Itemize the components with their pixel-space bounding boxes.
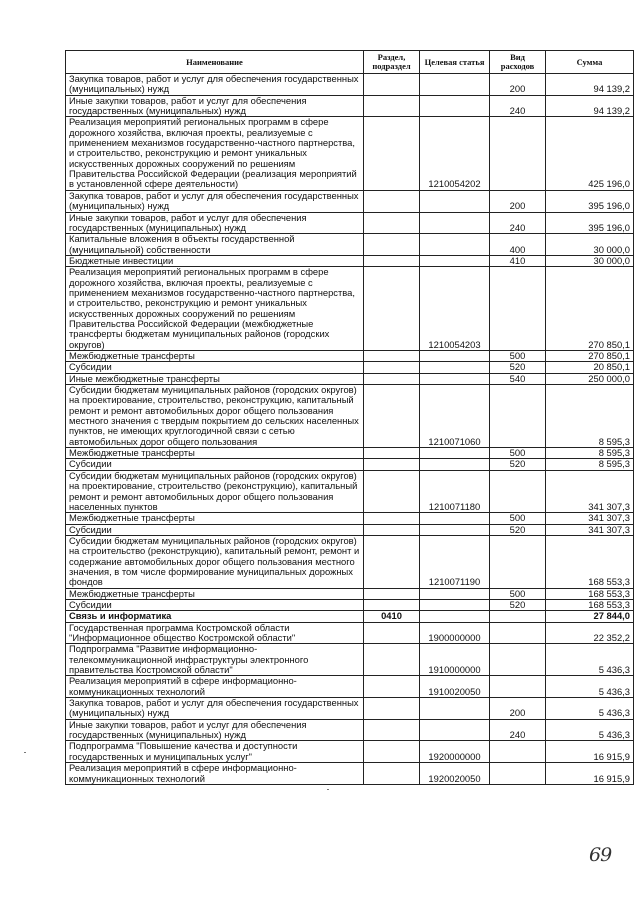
row-name: Субсидии <box>66 459 364 470</box>
row-target <box>420 190 490 212</box>
row-name: Иные межбюджетные трансферты <box>66 373 364 384</box>
row-target <box>420 513 490 524</box>
row-section <box>364 622 420 644</box>
row-section <box>364 448 420 459</box>
table-row <box>66 611 634 622</box>
row-name: Реализация мероприятий в сфере информационно-коммуникационных технологий <box>66 763 364 785</box>
row-section <box>364 74 420 96</box>
row-expense <box>490 622 546 644</box>
row-section <box>364 644 420 676</box>
table-row <box>66 763 634 785</box>
row-expense <box>490 763 546 785</box>
row-amount: 5 436,3 <box>546 719 634 741</box>
row-expense: 500 <box>490 588 546 599</box>
table-row <box>66 535 634 588</box>
row-amount: 8 595,3 <box>546 448 634 459</box>
table-row <box>66 351 634 362</box>
row-amount: 16 915,9 <box>546 763 634 785</box>
row-target <box>420 698 490 720</box>
table-row <box>66 622 634 644</box>
header-amount: Сумма <box>546 51 634 74</box>
row-target <box>420 234 490 256</box>
row-expense: 520 <box>490 524 546 535</box>
row-expense <box>490 535 546 588</box>
row-section <box>364 190 420 212</box>
row-name: Капитальные вложения в объекты государственной (муниципальной) собственности <box>66 234 364 256</box>
row-amount: 94 139,2 <box>546 95 634 117</box>
row-target <box>420 255 490 266</box>
row-name: Субсидии бюджетам муниципальных районов (городских округов) на проектирование, строительство, реконструкцию, капитальный ремонт и ремонт автомобильных дорог общего пользования местного значения с твердым покрытием до сельских населенных пунктов, не имеющих круглогодичной связи с сетью автомобильных дорог общего пользования <box>66 385 364 448</box>
row-amount: 20 850,1 <box>546 362 634 373</box>
row-name: Субсидии бюджетам муниципальных районов (городских округов) на проектирование, строительство (реконструкцию), капитальный ремонт и ремонт автомобильных дорог общего пользования населенных пунктов <box>66 470 364 512</box>
table-row <box>66 117 634 190</box>
row-amount: 30 000,0 <box>546 234 634 256</box>
row-amount: 16 915,9 <box>546 741 634 763</box>
table-row <box>66 470 634 512</box>
row-section <box>364 234 420 256</box>
row-section <box>364 698 420 720</box>
row-amount: 94 139,2 <box>546 74 634 96</box>
row-expense: 500 <box>490 448 546 459</box>
row-amount: 8 595,3 <box>546 459 634 470</box>
table-row <box>66 373 634 384</box>
row-section <box>364 535 420 588</box>
row-target <box>420 524 490 535</box>
row-expense <box>490 117 546 190</box>
table-row <box>66 74 634 96</box>
row-amount: 341 307,3 <box>546 524 634 535</box>
row-target: 1210071060 <box>420 385 490 448</box>
row-name: Субсидии бюджетам муниципальных районов (городских округов) на строительство (реконструкцию), капитальный ремонт, ремонт и содержание автомобильных дорог общего пользования местного значения, в том числе формирование муниципальных дорожных фондов <box>66 535 364 588</box>
row-target: 1210071180 <box>420 470 490 512</box>
row-target: 1900000000 <box>420 622 490 644</box>
table-row <box>66 513 634 524</box>
row-target <box>420 373 490 384</box>
row-target <box>420 362 490 373</box>
row-amount: 30 000,0 <box>546 255 634 266</box>
row-target <box>420 448 490 459</box>
row-amount: 5 436,3 <box>546 644 634 676</box>
row-target: 1210071190 <box>420 535 490 588</box>
row-section <box>364 255 420 266</box>
row-amount: 5 436,3 <box>546 676 634 698</box>
row-target <box>420 74 490 96</box>
row-name: Реализация мероприятий в сфере информационно-коммуникационных технологий <box>66 676 364 698</box>
row-name: Иные закупки товаров, работ и услуг для обеспечения государственных (муниципальных) нужд <box>66 719 364 741</box>
row-section <box>364 373 420 384</box>
row-expense <box>490 385 546 448</box>
row-section <box>364 588 420 599</box>
row-amount: 168 553,3 <box>546 600 634 611</box>
row-name: Связь и информатика <box>66 611 364 622</box>
row-section <box>364 513 420 524</box>
scan-speck <box>327 789 329 790</box>
row-expense: 500 <box>490 513 546 524</box>
row-target <box>420 212 490 234</box>
budget-table <box>65 50 634 785</box>
row-name: Подпрограмма "Развитие информационно-телекоммуникационной инфраструктуры электронного правительства Костромской области" <box>66 644 364 676</box>
table-row <box>66 676 634 698</box>
table-header-row <box>66 51 634 74</box>
row-amount: 5 436,3 <box>546 698 634 720</box>
row-name: Межбюджетные трансферты <box>66 351 364 362</box>
row-expense <box>490 741 546 763</box>
table-row <box>66 448 634 459</box>
row-amount: 22 352,2 <box>546 622 634 644</box>
row-name: Межбюджетные трансферты <box>66 448 364 459</box>
row-expense <box>490 676 546 698</box>
row-target: 1920020050 <box>420 763 490 785</box>
row-target: 1910000000 <box>420 644 490 676</box>
row-target: 1920000000 <box>420 741 490 763</box>
row-amount: 250 000,0 <box>546 373 634 384</box>
row-expense: 400 <box>490 234 546 256</box>
table-row <box>66 698 634 720</box>
table-row <box>66 600 634 611</box>
row-expense <box>490 644 546 676</box>
row-section <box>364 763 420 785</box>
row-expense <box>490 611 546 622</box>
row-target <box>420 459 490 470</box>
row-name: Реализация мероприятий региональных программ в сфере дорожного хозяйства, включая проекты, реализуемые с применением механизмов государственно-частного партнерства, и строительство, реконструкцию и ремонт уникальных искусственных дорожных сооружений по решениям Правительства Российской Федерации (межбюджетные трансферты бюджетам муниципальных районов (городских округов) <box>66 267 364 351</box>
row-name: Субсидии <box>66 524 364 535</box>
row-target: 1910020050 <box>420 676 490 698</box>
row-name: Закупка товаров, работ и услуг для обеспечения государственных (муниципальных) нужд <box>66 190 364 212</box>
row-amount: 8 595,3 <box>546 385 634 448</box>
row-section <box>364 676 420 698</box>
row-section <box>364 470 420 512</box>
row-amount: 270 850,1 <box>546 351 634 362</box>
table-row <box>66 719 634 741</box>
row-section <box>364 600 420 611</box>
row-amount: 425 196,0 <box>546 117 634 190</box>
row-name: Межбюджетные трансферты <box>66 588 364 599</box>
budget-table-sheet <box>65 50 633 785</box>
row-target <box>420 95 490 117</box>
row-section <box>364 385 420 448</box>
row-section <box>364 351 420 362</box>
row-expense: 520 <box>490 459 546 470</box>
row-target <box>420 351 490 362</box>
row-name: Закупка товаров, работ и услуг для обеспечения государственных (муниципальных) нужд <box>66 74 364 96</box>
page-number: 69 <box>589 844 612 866</box>
table-row <box>66 459 634 470</box>
table-row <box>66 741 634 763</box>
row-expense: 240 <box>490 719 546 741</box>
table-row <box>66 385 634 448</box>
table-row <box>66 234 634 256</box>
row-name: Межбюджетные трансферты <box>66 513 364 524</box>
row-amount: 341 307,3 <box>546 470 634 512</box>
row-expense: 410 <box>490 255 546 266</box>
scan-speck <box>24 752 26 753</box>
row-amount: 270 850,1 <box>546 267 634 351</box>
row-amount: 341 307,3 <box>546 513 634 524</box>
row-expense: 520 <box>490 362 546 373</box>
row-name: Реализация мероприятий региональных программ в сфере дорожного хозяйства, включая проекты, реализуемые с применением механизмов государственно-частного партнерства, и строительство, реконструкцию и ремонт уникальных искусственных дорожных сооружений по решениям Правительства Российской Федерации (реализация мероприятий в установленной сфере деятельности) <box>66 117 364 190</box>
row-section <box>364 524 420 535</box>
row-target <box>420 719 490 741</box>
row-name: Иные закупки товаров, работ и услуг для обеспечения государственных (муниципальных) нужд <box>66 95 364 117</box>
row-expense: 540 <box>490 373 546 384</box>
row-section <box>364 362 420 373</box>
row-section <box>364 95 420 117</box>
row-section <box>364 267 420 351</box>
row-section: 0410 <box>364 611 420 622</box>
table-row <box>66 190 634 212</box>
row-amount: 395 196,0 <box>546 190 634 212</box>
row-expense: 240 <box>490 95 546 117</box>
row-section <box>364 741 420 763</box>
header-name: Наименование <box>66 51 364 74</box>
row-expense: 500 <box>490 351 546 362</box>
row-expense: 200 <box>490 190 546 212</box>
row-target <box>420 611 490 622</box>
row-expense: 520 <box>490 600 546 611</box>
row-target <box>420 600 490 611</box>
table-row <box>66 362 634 373</box>
row-section <box>364 719 420 741</box>
row-name: Бюджетные инвестиции <box>66 255 364 266</box>
header-target: Целевая статья <box>420 51 490 74</box>
row-amount: 168 553,3 <box>546 535 634 588</box>
row-expense: 200 <box>490 698 546 720</box>
row-name: Закупка товаров, работ и услуг для обеспечения государственных (муниципальных) нужд <box>66 698 364 720</box>
row-expense: 200 <box>490 74 546 96</box>
header-expense: Вид расходов <box>490 51 546 74</box>
table-row <box>66 212 634 234</box>
row-name: Субсидии <box>66 362 364 373</box>
row-expense <box>490 470 546 512</box>
row-target: 1210054203 <box>420 267 490 351</box>
table-row <box>66 524 634 535</box>
row-name: Подпрограмма "Повышение качества и доступности государственных и муниципальных услуг" <box>66 741 364 763</box>
table-row <box>66 255 634 266</box>
table-row <box>66 588 634 599</box>
table-body <box>66 74 634 785</box>
row-section <box>364 117 420 190</box>
row-expense: 240 <box>490 212 546 234</box>
row-target <box>420 588 490 599</box>
row-name: Государственная программа Костромской области "Информационное общество Костромской области" <box>66 622 364 644</box>
row-amount: 27 844,0 <box>546 611 634 622</box>
row-section <box>364 212 420 234</box>
table-row <box>66 95 634 117</box>
row-target: 1210054202 <box>420 117 490 190</box>
row-name: Иные закупки товаров, работ и услуг для обеспечения государственных (муниципальных) нужд <box>66 212 364 234</box>
row-amount: 168 553,3 <box>546 588 634 599</box>
table-row <box>66 267 634 351</box>
row-section <box>364 459 420 470</box>
header-section: Раздел, подраздел <box>364 51 420 74</box>
row-amount: 395 196,0 <box>546 212 634 234</box>
row-name: Субсидии <box>66 600 364 611</box>
row-expense <box>490 267 546 351</box>
table-row <box>66 644 634 676</box>
